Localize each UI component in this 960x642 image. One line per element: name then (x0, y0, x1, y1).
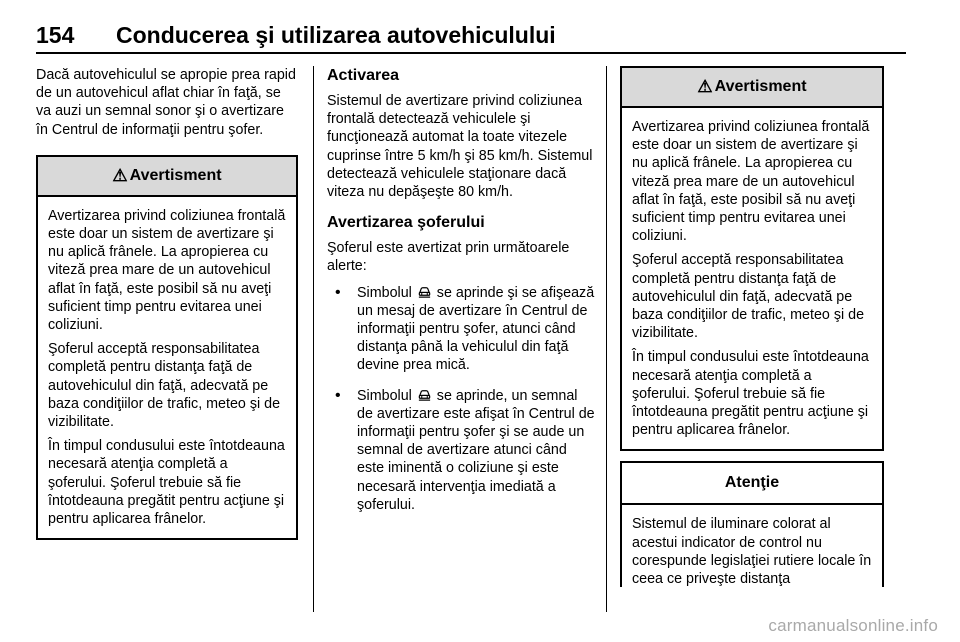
bullet-text-before: Simbolul (357, 284, 412, 301)
warning-triangle-icon: ⚠ (112, 165, 128, 185)
column-right (620, 66, 884, 587)
caution-body (622, 505, 882, 587)
warning-paragraph: Avertizarea privind coliziunea frontală este doar un sistem de avertizare şi nu aplică frânele. La apropierea cu viteză prea mare de un autovehicul aflat în faţă, este posibil să nu aveţi suficient timp pentru evitarea unei coliziuni. (48, 207, 286, 334)
car-collision-icon (417, 284, 432, 299)
column-left (36, 66, 298, 540)
bullet-text-after: se aprinde şi se afişează un mesaj de avertizare în Centrul de informaţii pentru şofer, atunci când distanţa până la vehiculul din faţă devine prea mică. (357, 284, 595, 374)
caution-header (622, 463, 882, 505)
car-collision-icon (417, 387, 432, 402)
warning-box (620, 66, 884, 451)
bullet-dot: • (335, 386, 341, 404)
list-item (327, 284, 595, 375)
column-divider (606, 66, 607, 612)
caution-title: Atenţie (724, 474, 780, 492)
warning-paragraph: În timpul condusului este întotdeauna necesară atenţia completă a şoferului. Şoferul trebuie să fie întotdeauna pregătit pentru acţiune şi pentru aplicarea frânelor. (632, 349, 869, 439)
warning-box (36, 155, 298, 540)
caution-box (620, 461, 884, 587)
chapter-title: Conducerea şi utilizarea autovehiculului (116, 22, 556, 48)
driver-alert-paragraph: Şoferul este avertizat prin următoarele alerte: (327, 240, 570, 275)
alert-list (327, 284, 595, 514)
warning-body (38, 197, 296, 538)
page-header (36, 18, 906, 54)
warning-paragraph: Şoferul acceptă responsabilitatea completă pentru distanţa faţă de autovehiculul din faţă, adecvată pe baza condiţiilor de trafic, meteo şi de vizibilitate. (48, 341, 281, 431)
caution-paragraph: Sistemul de iluminare colorat al acestui indicator de control nu corespunde legislaţiei rutiere locale în ceea ce priveşte distanţa (632, 516, 872, 588)
warning-paragraph: Avertizarea privind coliziunea frontală este doar un sistem de avertizare şi nu aplică frânele. La apropierea cu viteză prea mare de un autovehicul aflat în faţă, este posibil să nu aveţi suficient timp pentru evitarea unei coliziuni. (632, 119, 870, 245)
warning-paragraph: Şoferul acceptă responsabilitatea completă pentru distanţa faţă de autovehiculul din faţă, adecvată pe baza condiţiilor de trafic, meteo şi de vizibilitate. (632, 252, 865, 342)
warning-paragraph: În timpul condusului este întotdeauna necesară atenţia completă a şoferului. Şoferul trebuie să fie întotdeauna pregătit pentru acţiune şi pentru aplicarea frânelor. (48, 438, 285, 528)
section-title-driver-alert: Avertizarea şoferului (327, 214, 485, 232)
bullet-text-before: Simbolul (357, 387, 412, 404)
intro-paragraph: Dacă autovehiculul se apropie prea rapid de un autovehicul aflat chiar în faţă, se va auzi un semnal sonor şi o avertizare în Centrul de informaţii pentru şofer. (36, 67, 296, 138)
warning-triangle-icon: ⚠ (697, 77, 713, 96)
list-item (327, 387, 595, 514)
warning-title: Avertisment (129, 166, 222, 184)
warning-title: Avertisment (714, 78, 807, 95)
warning-header (38, 157, 296, 197)
activation-paragraph: Sistemul de avertizare privind coliziunea frontală detectează vehiculele şi funcţionează automat la toate vitezele cuprinse între 5 km/h şi 85 km/h. Sistemul detectează vehiculele staţionare dacă viteza nu depăşeşte 80 km/h. (327, 93, 593, 201)
section-title-activation: Activarea (327, 67, 400, 84)
warning-header (622, 68, 882, 108)
bullet-dot: • (335, 283, 341, 301)
column-divider (313, 66, 314, 612)
bullet-text-after: se aprinde, un semnal de avertizare este afişat în Centrul de informaţii pentru şofer şi se aude un semnal de avertizare atunci când este iminentă o coliziune şi este necesară intervenţia imediată a şoferului. (357, 387, 595, 513)
page-number: 154 (36, 22, 75, 48)
warning-body (622, 108, 882, 449)
column-middle (327, 66, 595, 526)
watermark: carmanualsonline.info (768, 616, 938, 635)
